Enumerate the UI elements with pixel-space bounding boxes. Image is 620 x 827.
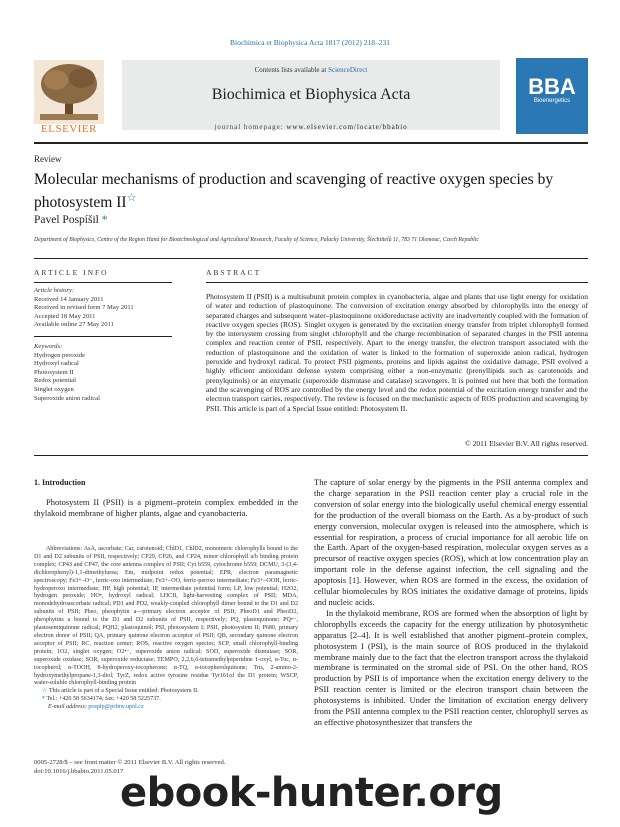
abstract-heading: ABSTRACT [206,268,262,277]
elsevier-tree-logo [34,60,104,124]
article-info-heading: ARTICLE INFO [34,268,109,277]
special-issue-mark: ☆ [42,688,48,695]
history-item: Available online 27 May 2011 [34,321,114,329]
issn-line: 0005-2728/$ – see front matter © 2011 Elsevier B.V. All rights reserved. [34,759,226,766]
keyword: Photosystem II [34,368,74,376]
history-item: Received 14 January 2011 [34,295,104,303]
header-divider [34,142,588,144]
keyword: Superoxide anion radical [34,394,100,402]
footnotes [34,546,298,712]
contents-line: Contents lists available at ScienceDirect [254,66,368,74]
article-title: Molecular mechanisms of production and scavenging of reactive oxygen species by photosystem II☆ [34,171,554,212]
section-heading-introduction: 1. Introduction [34,478,86,487]
article-info-divider [34,282,172,283]
keyword: Hydrogen peroxide [34,351,86,359]
keyword: Singlet oxygen [34,385,74,393]
article-type: Review [34,154,62,164]
email-label: E-mail address: [48,704,87,711]
intro-column-right [314,477,588,728]
abbreviations-footnote: Abbreviations: AsA, ascorbate; Car, carotenoid; ChlD1, ChlD2, monomeric chlorophylls bound to the D1 and D2 subunits of PSII, respectively; CP29, CP26, and CP24, minor chlorophyll a/b binding protein complex; CP43 and CP47, the core antenna complex of PSII; Cyt b559, cytochrome b559; DCMU, 3-(3,4-dichlorophenyl)-1,1-dimethylurea; Em, midpoint redox potential; EPR, electron paramagnetic spectroscopy; Fe3+–O−, ferric-oxo intermediate; Fe3+–OO, ferric-peroxo intermediate; Fe3+–OOH, ferric-hydroperoxo intermediate; HP, high potential; IP, intermediate potential form; LP, low potential; H2O2, hydrogen peroxide; HO•, hydroxyl radical; LHCII, light-harvesting complex of PSII; MDA, monodehydroascorbate radical; PD1 and PD2, weakly-coupled chlorophyll dimer bound to the D1 and D2 subunits of PSII; Pheo, pheophytin a—primary electron acceptor of PSII; PheoD1 and PheoD2, pheophytins a bound to the D1 and D2 subunits of PSII, respectively; PQ, plastoquinone; PQ•−, plastosemiquinone radical; PQH2, plastoquinol; PSI, photosystem I; PSII, photosystem II; P680, primary electron donor of PSII; QA, primary quinone electron acceptor of PSII; QB, secondary quinone electron acceptor of PSII; RC, reaction center; ROS, reactive oxygen species; SCP, small chlorophyll-binding protein; 1O2, singlet oxygen; O2•−, superoxide anion radical; SOD, superoxide dismutase; SOR, superoxide oxidase; SOR, superoxide reductase; TEMPO, 2,2,6,6-tetramethylpiperidine 1-oxyl, α-Toc, α-tocopherol; α-TOOH, 8-hydroperoxy-tocopherone; α-TQ, α-tocopherolquinone; Tris, 2-amino-2-hydroxymethylpropane-1,3-diol; TyrZ, redox active tyrosine residue Tyr161of the D1 protein; WSCP, water-soluble chlorophyll-binding protein [34,546,298,687]
sciencedirect-link[interactable]: ScienceDirect [328,66,368,74]
tree-icon [34,60,104,124]
abstract-copyright: © 2011 Elsevier B.V. All rights reserved. [465,439,588,448]
intro-paragraph-right-2: In the thylakoid membrane, ROS are formed when the absorption of light by chlorophylls exceeds the capacity for the energy utilization by photosynthetic apparatus [2–4]. It is well established that another pigment–protein complex, photosystem I (PSI), is the main source of ROS produced in the thylakoid membrane mainly due to the fact that the electron transport across the thylakoid membrane is terminated on the stromal side of PSI. On the other hand, ROS production by PSII is of importance when the excitation energy delivery to the PSII reaction center is limited or the electron transport chain between the photosystems is inhibited. Under the limitation of excitation energy delivery from the PSII antenna complex to the PSII reaction center, chlorophyll serves as an effective photosynthesizer that transfers the [314,607,588,727]
journal-citation[interactable]: Biochimica et Biophysica Acta 1817 (2012) 218–231 [230,38,390,47]
bba-logo-subtitle: Bioenergetics [533,98,571,104]
abstract-text: Photosystem II (PSII) is a multisubunit protein complex in cyanobacteria, algae and plants that use light energy for oxidation of water and reduction of plastoquinone. The conversion of excitation energy absorbed by chlorophylls into the energy of separated charges and subsequent water–plastoquinone oxidoreductase activity are inadvertently coupled with the formation of reactive oxygen species (ROS). Singlet oxygen is generated by the excitation energy transfer from triplet chlorophyll formed by the intersystem crossing from singlet chlorophyll and the charge recombination of separated charges in the PSII antenna complex and reaction center of PSII, respectively. Apart to the energy transfer, the electron transport associated with the reduction of plastoquinone and the oxidation of water is linked to the formation of superoxide anion radical, hydrogen peroxide and hydroxyl radical. To protect PSII pigments, proteins and lipids against the oxidative damage, PSII evolved a highly efficient antioxidant defense system comprising either a non-enzymatic (prenyllipids such as carotenoids and prenylquinols) or an enzymatic (superoxide dismutase and catalase) scavengers. It is pointed out here that both the formation and the scavenging of ROS are controlled by the energy level and the redox potential of the excitation energy transfer and the electron transport carries, respectively. The review is focused on the mechanistic aspects of ROS production and scavenging by PSII. This article is part of a Special Issue entitled: Photosystem II. [206,292,588,413]
article-author: Pavel Pospíšil * [34,214,108,226]
special-issue-note: This article is part of a Special Issue entitled: Photosystem II. [48,688,199,695]
bba-logo-text: BBA [528,74,576,99]
keywords-divider [34,336,172,337]
contact-phone: Tel.: +420 58 5634174; fax: +420 58 5225737. [46,696,161,703]
watermark: ebook-hunter.org [120,770,503,816]
journal-title: Biochimica et Biophysica Acta [211,86,411,103]
abstract-divider [206,282,588,283]
article-history [34,287,184,330]
keyword: Redox potential [34,377,76,385]
history-item: Accepted 18 May 2011 [34,312,96,320]
corresponding-author-mark: * [42,696,46,703]
history-label: Article history: [34,287,75,294]
intro-paragraph-right-1: The capture of solar energy by the pigments in the PSII antenna complex and the charge separation in the PSII reaction center play a crucial role in the conversion of solar energy into the biologically useful chemical energy essential for the production of the overall biomass on the Earth. As a by-product of such energy conversion, molecular oxygen is released into the atmosphere, which is essential for respiration, a process of crucial importance for all aerobic life on the Earth. Apart of the oxygen-based respiration, molecular oxygen serves as a precursor of reactive oxygen species (ROS), which at low concentration play an important role in the defense against infection, the cell signaling and the apoptosis [1]. However, when ROS are formed in the excess, the oxidation of cellular biomolecules by ROS initiates the oxidative damage of proteins, lipids and nucleic acids. [314,477,588,607]
history-item: Received in revised form 7 May 2011 [34,304,134,312]
doi-link[interactable]: doi:10.1016/j.bbabio.2011.05.017 [34,767,124,775]
journal-cover-logo [516,58,588,134]
email-link[interactable]: pospip@prfnw.upol.cz [88,704,144,711]
abstract-bottom-divider [34,455,588,456]
keyword: Hydroxyl radical [34,360,79,368]
intro-paragraph-left: Photosystem II (PSII) is a pigment–protein complex embedded in the thylakoid membrane of higher plants, algae and cyanobacteria. [34,497,298,518]
title-footnote-mark[interactable]: ☆ [126,192,137,204]
publisher-logo-text: ELSEVIER [41,123,97,135]
keywords-list [34,343,184,403]
affiliation-divider [34,258,588,259]
author-footnote-mark[interactable]: * [101,214,108,226]
journal-homepage: journal homepage: www.elsevier.com/locate/bbabio [214,123,408,131]
keywords-label: Keywords: [34,343,63,350]
author-affiliation: Department of Biophysics, Centre of the Region Haná for Biotechnological and Agricultural Research, Faculty of Science, Palacký University, Šlechtitelů 11, 783 71 Olomouc, Czech Republic [34,237,479,243]
homepage-link[interactable]: www.elsevier.com/locate/bbabio [286,123,408,131]
